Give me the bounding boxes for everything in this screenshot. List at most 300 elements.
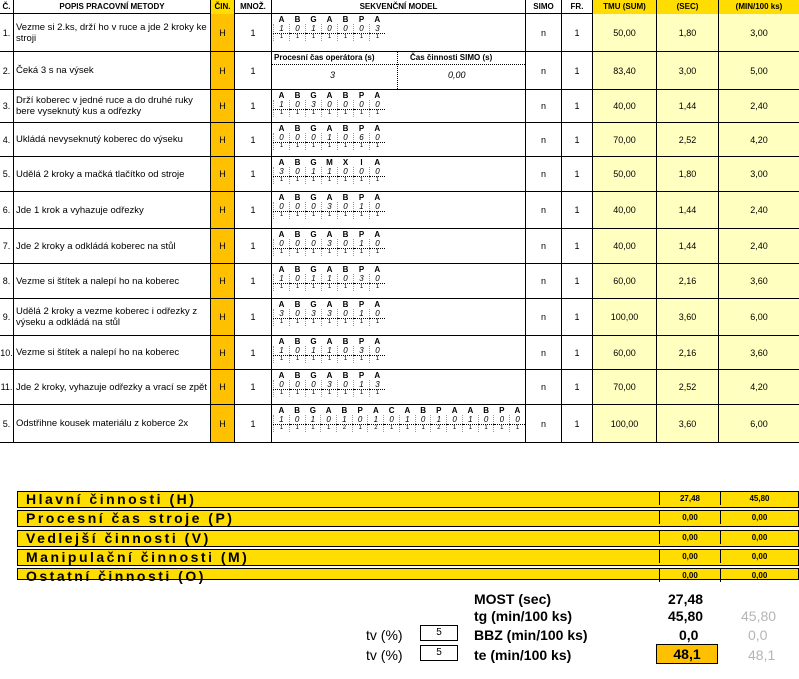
sequence-index-value[interactable]: 1 [322,133,338,143]
sequence-index-value[interactable]: 3 [322,239,338,249]
sequence-index-value[interactable]: 0 [354,24,370,34]
sequence-parameter-letter: A [451,406,458,415]
sequence-index-value[interactable]: 0 [306,239,322,249]
sequence-frequency-value[interactable]: 1 [370,212,386,220]
sequence-grid [273,15,385,41]
sequence-index-value[interactable]: 0 [447,415,463,425]
row-description[interactable]: Vezme si štítek a nalepí ho na koberec [14,264,211,298]
sequence-frequency-value[interactable]: 1 [306,110,322,118]
sequence-index-value[interactable]: 0 [274,133,290,143]
row-quantity[interactable]: 1 [235,192,272,228]
row-activity-type[interactable]: H [211,370,235,404]
sequence-index-value[interactable]: 1 [306,274,322,284]
sequence-index-value[interactable]: 0 [322,24,338,34]
sequence-index-value[interactable]: 0 [274,202,290,212]
tv-input-1[interactable]: 5 [420,625,458,641]
row-sequence-model [272,14,526,51]
sequence-index-value[interactable]: 1 [368,415,384,425]
sequence-index-value[interactable]: 0 [290,346,306,356]
row-simo[interactable]: n [526,299,562,335]
row-frequency[interactable]: 1 [562,157,593,191]
sequence-index-value[interactable]: 0 [322,100,338,110]
sequence-index-value[interactable]: 0 [370,274,386,284]
sequence-frequency-value[interactable]: 1 [274,110,290,118]
summary-label: Ostatní činnosti (O) [26,568,206,584]
row-simo[interactable]: n [526,123,562,156]
sequence-parameter-letter: B [342,91,349,100]
sequence-frequency-value[interactable]: 1 [290,249,306,257]
sequence-index-value[interactable]: 1 [322,167,338,177]
sequence-frequency-value[interactable]: 1 [354,212,370,220]
row-seconds: 3,60 [657,405,719,442]
row-description[interactable]: Vezme si štítek a nalepí ho na koberec [14,336,211,369]
sequence-index-value[interactable]: 1 [274,346,290,356]
sequence-frequency-value[interactable]: 1 [338,284,354,292]
row-tmu-sum: 100,00 [593,299,657,335]
row-activity-type[interactable]: H [211,192,235,228]
sequence-frequency-value[interactable]: 1 [384,425,400,433]
sequence-index-value[interactable]: 0 [494,415,510,425]
summary-row [17,530,799,547]
sequence-index-value[interactable]: 6 [354,133,370,143]
sequence-index-value[interactable]: 0 [290,133,306,143]
sequence-parameter-letter: A [374,193,381,202]
sequence-parameter-letter: A [374,124,381,133]
sequence-frequency-value[interactable]: 1 [306,34,322,42]
sequence-frequency-value[interactable]: 1 [290,177,306,185]
row-activity-type[interactable]: H [211,157,235,191]
sequence-frequency-value[interactable]: 1 [290,143,306,151]
sequence-frequency-value[interactable]: 1 [370,110,386,118]
sequence-index-value[interactable]: 0 [306,133,322,143]
sequence-index-value[interactable]: 3 [274,309,290,319]
sequence-index-value[interactable]: 0 [370,202,386,212]
sequence-index-value[interactable]: 1 [337,415,353,425]
sequence-index-value[interactable]: 0 [290,24,306,34]
sequence-frequency-value[interactable]: 1 [274,356,290,364]
sequence-frequency-value[interactable]: 1 [274,177,290,185]
row-description[interactable]: Vezme si 2.ks, drží ho v ruce a jde 2 kroky ke stroji [14,14,211,51]
row-activity-type[interactable]: H [211,52,235,89]
row-frequency[interactable]: 1 [562,336,593,369]
sequence-index-value[interactable]: 0 [370,239,386,249]
sequence-frequency-value[interactable]: 1 [306,249,322,257]
sequence-index-value[interactable]: 0 [478,415,494,425]
sequence-frequency-value[interactable]: 1 [290,212,306,220]
sequence-frequency-value[interactable]: 1 [338,390,354,398]
sequence-index-value[interactable]: 3 [370,380,386,390]
sequence-frequency-value[interactable]: 1 [274,212,290,220]
sequence-frequency-value[interactable]: 1 [478,425,494,433]
sequence-frequency-value[interactable]: 1 [322,319,338,327]
sequence-index-value[interactable]: 0 [370,133,386,143]
tg-label: tg (min/100 ks) [474,608,573,624]
sequence-frequency-value[interactable]: 1 [370,143,386,151]
sequence-frequency-value[interactable]: 1 [338,143,354,151]
row-quantity[interactable]: 1 [235,14,272,51]
sequence-index-value[interactable]: 1 [306,346,322,356]
row-frequency[interactable]: 1 [562,370,593,404]
sequence-parameter-letter: G [310,337,317,346]
most-value: 27,48 [668,591,704,607]
sequence-grid [273,337,385,363]
row-simo[interactable]: n [526,264,562,298]
sequence-index-value[interactable]: 0 [338,100,354,110]
row-simo[interactable]: n [526,90,562,122]
sequence-frequency-value[interactable]: 1 [322,284,338,292]
row-frequency[interactable]: 1 [562,299,593,335]
sequence-frequency-value[interactable]: 1 [510,425,525,433]
sequence-frequency-value[interactable]: 1 [354,249,370,257]
sequence-index-value[interactable]: 1 [354,202,370,212]
row-tmu-sum: 83,40 [593,52,657,89]
sequence-frequency-value[interactable]: 1 [415,425,431,433]
summary-row [17,568,799,584]
sequence-parameter-letter: G [310,230,317,239]
sequence-parameter-letter: B [341,406,348,415]
sequence-parameter-letter: B [294,406,301,415]
sequence-index-value[interactable]: 3 [322,309,338,319]
sequence-index-value[interactable]: 1 [322,274,338,284]
sequence-index-value[interactable]: 0 [354,167,370,177]
summary-label: Vedlejší činnosti (V) [26,530,211,546]
sequence-frequency-value[interactable]: 1 [354,319,370,327]
sequence-frequency-value[interactable]: 1 [322,356,338,364]
sequence-parameter-letter: B [342,300,349,309]
sequence-frequency-value[interactable]: 1 [290,319,306,327]
sequence-frequency-value[interactable]: 1 [354,143,370,151]
sequence-index-value[interactable]: 0 [415,415,431,425]
sequence-index-value[interactable]: 3 [370,24,386,34]
sequence-frequency-value[interactable]: 1 [274,143,290,151]
sequence-index-value[interactable]: 0 [510,415,525,425]
sequence-index-value[interactable]: 0 [289,415,305,425]
sequence-parameter-letter: A [278,406,285,415]
sequence-frequency-value[interactable]: 1 [322,390,338,398]
row-quantity[interactable]: 1 [235,157,272,191]
sequence-parameter-letter: A [326,15,333,24]
operator-process-time-value[interactable]: 3 [330,70,336,80]
sequence-parameter-letter: B [294,337,301,346]
row-tmu-sum: 70,00 [593,370,657,404]
row-simo[interactable]: n [526,336,562,369]
sequence-frequency-value[interactable]: 1 [338,110,354,118]
row-seconds: 3,60 [657,299,719,335]
sequence-index-value[interactable]: 3 [354,346,370,356]
sequence-index-value[interactable]: 1 [322,346,338,356]
row-activity-type[interactable]: H [211,229,235,263]
sequence-frequency-value[interactable]: 1 [354,356,370,364]
tg-value: 45,80 [668,608,704,624]
row-activity-type[interactable]: H [211,123,235,156]
sequence-parameter-letter: P [358,300,365,309]
row-description[interactable]: Jde 2 kroky a odkládá koberec na stůl [14,229,211,263]
sequence-index-value[interactable]: 0 [370,100,386,110]
row-description[interactable]: Drží koberec v jedné ruce a do druhé ruky bere vyseknutý kus a odřezky [14,90,211,122]
sequence-index-value[interactable]: 1 [354,239,370,249]
sequence-frequency-value[interactable]: 1 [322,177,338,185]
process-time-divider [397,52,399,89]
sequence-frequency-value[interactable]: 1 [338,319,354,327]
summary-min-per-100: 0,00 [720,550,798,563]
sequence-grid [273,371,385,397]
sequence-index-value[interactable]: 3 [322,202,338,212]
sequence-parameter-letter: B [294,371,301,380]
process-time-underline [272,64,525,65]
row-frequency[interactable]: 1 [562,90,593,122]
sequence-frequency-value[interactable]: 1 [274,284,290,292]
sequence-parameter-letter: A [326,337,333,346]
sequence-index-value[interactable]: 0 [338,309,354,319]
sequence-frequency-value[interactable]: 1 [338,356,354,364]
sequence-index-value[interactable]: 1 [274,415,290,425]
row-sequence-model [272,405,526,442]
sequence-index-value[interactable]: 0 [338,24,354,34]
sequence-frequency-value[interactable]: 1 [306,319,322,327]
row-simo[interactable]: n [526,229,562,263]
sequence-index-value[interactable]: 1 [306,24,322,34]
row-simo[interactable]: n [526,192,562,228]
sequence-index-value[interactable]: 0 [338,133,354,143]
sequence-frequency-value[interactable]: 2 [337,425,353,433]
row-simo[interactable]: n [526,14,562,51]
sequence-index-value[interactable]: 1 [354,380,370,390]
row-description[interactable]: Udělá 2 kroky a vezme koberec i odřezky z výseku a odkládá na stůl [14,299,211,335]
row-simo[interactable]: n [526,52,562,89]
sequence-frequency-value[interactable]: 1 [306,390,322,398]
sequence-frequency-value[interactable]: 1 [274,34,290,42]
sequence-frequency-value[interactable]: 1 [370,177,386,185]
sequence-frequency-value[interactable]: 1 [370,390,386,398]
sequence-index-value[interactable]: 0 [290,100,306,110]
row-simo[interactable]: n [526,157,562,191]
row-simo[interactable]: n [526,405,562,442]
sequence-parameter-letter: A [278,158,285,167]
row-frequency[interactable]: 1 [562,192,593,228]
sequence-parameter-letter: B [294,91,301,100]
row-quantity[interactable]: 1 [235,90,272,122]
sequence-parameter-letter: A [326,371,333,380]
sequence-frequency-value[interactable]: 1 [274,425,290,433]
sequence-index-value[interactable]: 0 [338,202,354,212]
bbz-label: BBZ (min/100 ks) [474,627,588,643]
row-frequency[interactable]: 1 [562,405,593,442]
sequence-frequency-value[interactable]: 1 [399,425,415,433]
row-min-per-100: 6,00 [719,405,799,442]
sequence-index-value[interactable]: 0 [370,346,386,356]
col-header-tmu: TMU (SUM) [593,0,657,14]
sequence-frequency-value[interactable]: 1 [322,110,338,118]
sequence-index-value[interactable]: 0 [338,274,354,284]
sequence-index-value[interactable]: 0 [370,309,386,319]
sequence-index-value[interactable]: 1 [462,415,478,425]
sequence-index-value[interactable]: 0 [338,380,354,390]
sequence-frequency-value[interactable]: 1 [338,34,354,42]
row-quantity[interactable]: 1 [235,264,272,298]
row-description[interactable]: Jde 1 krok a vyhazuje odřezky [14,192,211,228]
sequence-index-value[interactable]: 1 [399,415,415,425]
row-min-per-100: 4,20 [719,123,799,156]
sequence-index-value[interactable]: 3 [306,309,322,319]
row-quantity[interactable]: 1 [235,229,272,263]
sequence-index-value[interactable]: 0 [352,415,368,425]
row-number: 8. [0,264,14,298]
sequence-frequency-value[interactable]: 1 [290,284,306,292]
row-quantity[interactable]: 1 [235,299,272,335]
sequence-frequency-value[interactable]: 1 [352,425,368,433]
sequence-frequency-value[interactable]: 1 [494,425,510,433]
sequence-frequency-value[interactable]: 1 [338,249,354,257]
row-activity-type[interactable]: H [211,299,235,335]
sequence-index-value[interactable]: 1 [306,167,322,177]
sequence-index-value[interactable]: 3 [274,167,290,177]
tg-grey-value: 45,80 [741,608,777,624]
sequence-frequency-value[interactable]: 1 [306,143,322,151]
row-seconds: 1,44 [657,90,719,122]
sequence-frequency-value[interactable]: 1 [462,425,478,433]
row-sequence-model [272,157,526,191]
sequence-index-value[interactable]: 0 [290,239,306,249]
sequence-index-value[interactable]: 0 [354,100,370,110]
sequence-index-value[interactable]: 1 [305,415,321,425]
row-quantity[interactable]: 1 [235,370,272,404]
sequence-frequency-value[interactable]: 1 [289,425,305,433]
sequence-index-value[interactable]: 0 [290,202,306,212]
row-description[interactable]: Udělá 2 kroky a mačká tlačítko od stroje [14,157,211,191]
row-activity-type[interactable]: H [211,14,235,51]
sequence-frequency-value[interactable]: 1 [322,143,338,151]
row-description[interactable]: Odstřihne kousek materiálu z koberce 2x [14,405,211,442]
sequence-frequency-value[interactable]: 1 [306,356,322,364]
sequence-index-value[interactable]: 3 [354,274,370,284]
sequence-index-value[interactable]: 1 [431,415,447,425]
sequence-index-value[interactable]: 0 [370,167,386,177]
sequence-frequency-value[interactable]: 1 [370,34,386,42]
sequence-index-value[interactable]: 1 [354,309,370,319]
row-frequency[interactable]: 1 [562,123,593,156]
sequence-frequency-value[interactable]: 1 [290,34,306,42]
row-quantity[interactable]: 1 [235,52,272,89]
row-frequency[interactable]: 1 [562,14,593,51]
row-quantity[interactable]: 1 [235,405,272,442]
row-number: 4. [0,123,14,156]
row-description[interactable]: Čeká 3 s na výsek [14,52,211,89]
sequence-frequency-value[interactable]: 1 [274,249,290,257]
sequence-index-value[interactable]: 0 [321,415,337,425]
row-activity-type[interactable]: H [211,405,235,442]
sequence-parameter-letter: P [358,371,365,380]
row-description[interactable]: Ukládá nevyseknutý koberec do výseku [14,123,211,156]
sequence-frequency-value[interactable]: 1 [322,212,338,220]
row-frequency[interactable]: 1 [562,264,593,298]
summary-seconds: 0,00 [659,550,720,563]
summary-min-per-100: 0,00 [720,511,798,524]
sequence-frequency-value[interactable]: 1 [306,212,322,220]
sequence-index-value[interactable]: 0 [338,167,354,177]
sequence-frequency-value[interactable]: 1 [274,319,290,327]
sequence-frequency-value[interactable]: 1 [322,34,338,42]
row-min-per-100: 3,00 [719,14,799,51]
sequence-index-value[interactable]: 1 [274,100,290,110]
sequence-frequency-value[interactable]: 2 [368,425,384,433]
sequence-parameter-letter: A [514,406,521,415]
row-sequence-model [272,299,526,335]
row-description[interactable]: Jde 2 kroky, vyhazuje odřezky a vrací se zpět [14,370,211,404]
sequence-parameter-letter: P [358,230,365,239]
sequence-frequency-value[interactable]: 1 [306,177,322,185]
sequence-index-value[interactable]: 1 [274,24,290,34]
sequence-frequency-value[interactable]: 1 [322,249,338,257]
table-row [0,405,799,443]
simo-time-value[interactable]: 0,00 [448,70,466,80]
sequence-index-value[interactable]: 0 [274,380,290,390]
sequence-frequency-value[interactable]: 2 [431,425,447,433]
sequence-index-value[interactable]: 0 [306,202,322,212]
row-activity-type[interactable]: H [211,264,235,298]
sequence-frequency-value[interactable]: 1 [354,390,370,398]
sequence-index-value[interactable]: 0 [384,415,400,425]
row-quantity[interactable]: 1 [235,336,272,369]
row-quantity[interactable]: 1 [235,123,272,156]
tv-input-2[interactable]: 5 [420,645,458,661]
sequence-parameter-letter: M [326,158,333,167]
col-header-activity: ČIN. [211,0,235,14]
sequence-frequency-value[interactable]: 1 [354,34,370,42]
sequence-frequency-value[interactable]: 1 [370,284,386,292]
sequence-parameter-letter: A [278,15,285,24]
sequence-index-value[interactable]: 1 [274,274,290,284]
row-sequence-model [272,336,526,369]
sequence-index-value[interactable]: 0 [290,380,306,390]
sequence-frequency-value[interactable]: 1 [290,390,306,398]
row-sequence-model [272,192,526,228]
sequence-index-value[interactable]: 0 [338,239,354,249]
row-activity-type[interactable]: H [211,336,235,369]
sequence-frequency-value[interactable]: 1 [290,356,306,364]
row-frequency[interactable]: 1 [562,229,593,263]
row-activity-type[interactable]: H [211,90,235,122]
row-frequency[interactable]: 1 [562,52,593,89]
sequence-index-value[interactable]: 0 [290,274,306,284]
row-simo[interactable]: n [526,370,562,404]
sequence-index-value[interactable]: 0 [290,167,306,177]
sequence-frequency-value[interactable]: 1 [370,319,386,327]
sequence-index-value[interactable]: 0 [290,309,306,319]
sequence-frequency-value[interactable]: 1 [305,425,321,433]
sequence-frequency-value[interactable]: 1 [290,110,306,118]
sequence-index-value[interactable]: 0 [338,346,354,356]
sequence-frequency-value[interactable]: 1 [274,390,290,398]
sequence-frequency-value[interactable]: 1 [338,212,354,220]
sequence-index-value[interactable]: 3 [322,380,338,390]
sequence-frequency-value[interactable]: 1 [354,177,370,185]
sequence-index-value[interactable]: 0 [274,239,290,249]
sequence-frequency-value[interactable]: 1 [370,356,386,364]
sequence-frequency-value[interactable]: 1 [370,249,386,257]
sequence-parameter-letter: B [342,124,349,133]
sequence-frequency-value[interactable]: 1 [354,284,370,292]
sequence-frequency-value[interactable]: 1 [447,425,463,433]
te-grey-value: 48,1 [748,647,776,663]
sequence-index-value[interactable]: 3 [306,100,322,110]
sequence-frequency-value[interactable]: 1 [306,284,322,292]
sequence-parameter-letter: A [326,91,333,100]
sequence-frequency-value[interactable]: 1 [338,177,354,185]
sequence-frequency-value[interactable]: 1 [354,110,370,118]
sequence-frequency-value[interactable]: 1 [321,425,337,433]
row-tmu-sum: 40,00 [593,90,657,122]
sequence-index-value[interactable]: 0 [306,380,322,390]
